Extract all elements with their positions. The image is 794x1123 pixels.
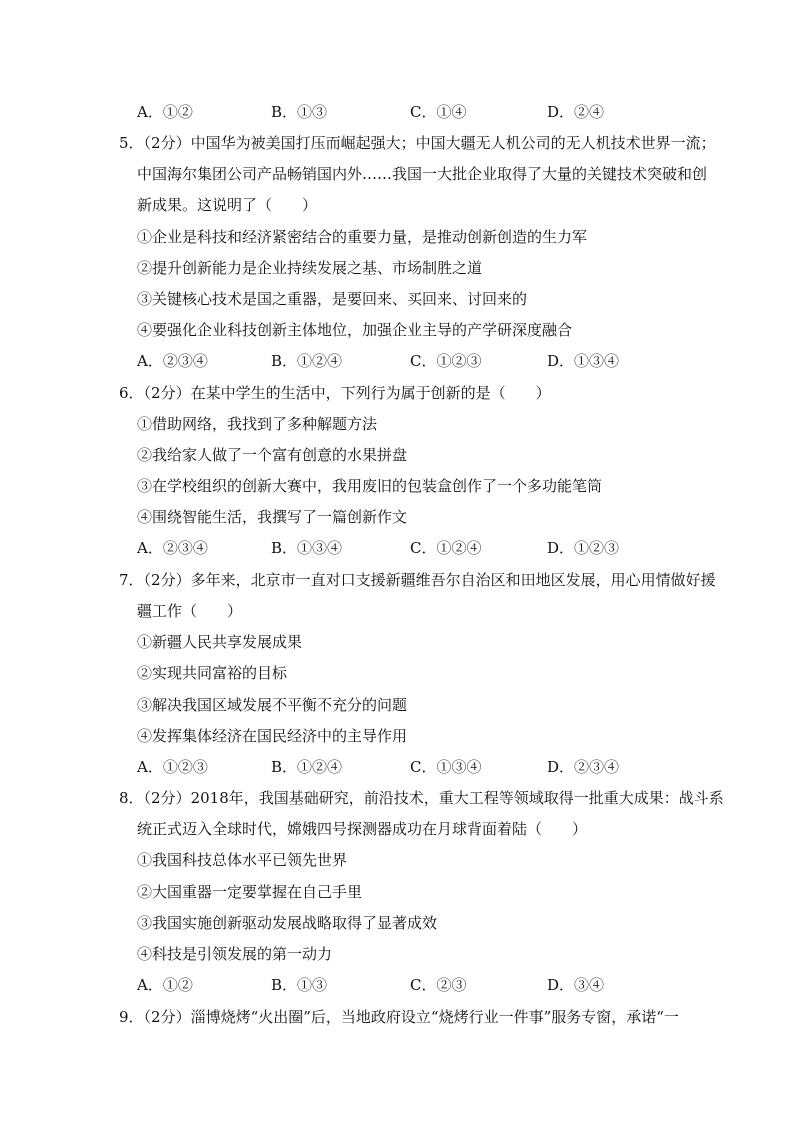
q5-option-d: D．①③④	[547, 352, 620, 370]
q5-option-b: B．①②④	[271, 352, 343, 370]
q5-statement-2: ②提升创新能力是企业持续发展之基、市场制胜之道	[137, 259, 483, 277]
q5-statement-4: ④要强化企业科技创新主体地位，加强企业主导的产学研深度融合	[137, 321, 573, 339]
q8-option-b: B．①③	[271, 976, 328, 994]
q5-options	[137, 351, 657, 371]
q7-statement-1: ①新疆人民共享发展成果	[137, 633, 303, 651]
q7-statement-4: ④发挥集体经济在国民经济中的主导作用	[137, 727, 408, 745]
q6-option-b: B．①③④	[271, 539, 343, 557]
q6-option-d: D．①②③	[547, 539, 620, 557]
q6-stem-line-1: 6．（2分）在某中学生的生活中，下列行为属于创新的是（ ）	[119, 384, 551, 402]
q8-option-c: C．②③	[410, 976, 467, 994]
q5-statement-1: ①企业是科技和经济紧密结合的重要力量，是推动创新创造的生力军	[137, 228, 588, 246]
q7-option-a: A．①②③	[137, 758, 208, 776]
q7-statement-2: ②实现共同富裕的目标	[137, 664, 288, 682]
q7-stem-line-1: 7．（2分）多年来，北京市一直对口支援新疆维吾尔自治区和田地区发展，用心用情做好援	[119, 571, 716, 589]
q9-stem-line-1: 9．（2分）淄博烧烤“火出圈”后，当地政府设立“烧烤行业一件事”服务专窗，承诺“一	[119, 1008, 679, 1026]
q4-option-a: A．①②	[137, 103, 193, 121]
q7-option-b: B．①②④	[271, 758, 343, 776]
q8-statement-2: ②大国重器一定要掌握在自己手里	[137, 883, 363, 901]
q5-stem-line-2: 中国海尔集团公司产品畅销国内外……我国一大批企业取得了大量的关键技术突破和创	[137, 165, 708, 183]
q8-statement-3: ③我国实施创新驱动发展战略取得了显著成效	[137, 914, 438, 932]
q7-statement-3: ③解决我国区域发展不平衡不充分的问题	[137, 696, 408, 714]
q6-option-a: A．②③④	[137, 539, 208, 557]
q6-statement-1: ①借助网络，我找到了多种解题方法	[137, 415, 378, 433]
q5-stem-line-1: 5．（2分）中国华为被美国打压而崛起强大；中国大疆无人机公司的无人机技术世界一流；	[119, 134, 716, 152]
q5-statement-3: ③关键核心技术是国之重器，是要回来、买回来、讨回来的	[137, 290, 528, 308]
q5-option-a: A．②③④	[137, 352, 208, 370]
q6-options	[137, 538, 657, 558]
q8-option-d: D．③④	[547, 976, 605, 994]
q7-stem-line-2: 疆工作（ ）	[137, 602, 243, 620]
q4-option-d: D．②④	[547, 103, 605, 121]
q7-options	[137, 757, 657, 777]
q4-option-c: C．①④	[410, 103, 467, 121]
q8-statement-4: ④科技是引领发展的第一动力	[137, 945, 333, 963]
q8-statement-1: ①我国科技总体水平已领先世界	[137, 851, 348, 869]
q8-option-a: A．①②	[137, 976, 193, 994]
q5-stem-line-3: 新成果。这说明了（ ）	[137, 196, 318, 214]
q5-option-c: C．①②③	[410, 352, 482, 370]
q6-statement-3: ③在学校组织的创新大赛中，我用废旧的包装盒创作了一个多功能笔筒	[137, 477, 603, 495]
q4-options	[137, 102, 657, 122]
q8-options	[137, 975, 657, 995]
q6-statement-4: ④围绕智能生活，我撰写了一篇创新作文	[137, 508, 408, 526]
q7-option-c: C．①③④	[410, 758, 482, 776]
q6-statement-2: ②我给家人做了一个富有创意的水果拼盘	[137, 446, 408, 464]
q6-option-c: C．①②④	[410, 539, 482, 557]
q8-stem-line-1: 8．（2分）2018年，我国基础研究，前沿技术，重大工程等领域取得一批重大成果：战斗系	[119, 789, 724, 807]
q4-option-b: B．①③	[271, 103, 328, 121]
q8-stem-line-2: 统正式迈入全球时代，嫦娥四号探测器成功在月球背面着陆（ ）	[137, 820, 588, 838]
q7-option-d: D．②③④	[547, 758, 620, 776]
